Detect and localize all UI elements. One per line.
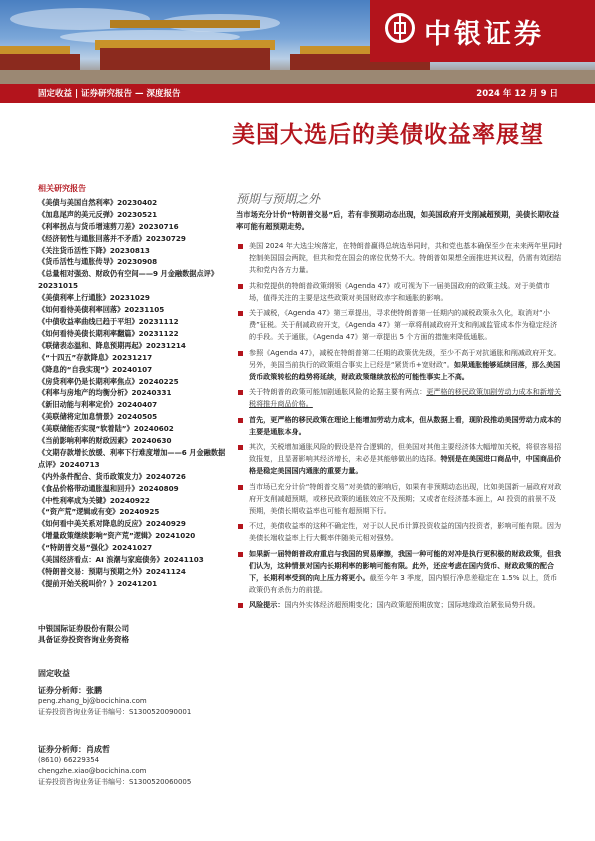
key-point <box>236 307 563 343</box>
key-point-text: 关于特朗普的政策可能加剧通胀风险的论据主要有两点： <box>249 387 427 396</box>
key-point-text: 美国 2024 年大选尘埃落定，在特朗普赢得总统选举同时，共和党也基本确保至少在未来两年里同时控制美国国会两院，但共和党在国会的席位优势不大。特朗普如果想全面推进其议程，仍需有效团结共和党内各方力量。 <box>249 241 563 274</box>
key-point <box>236 347 563 383</box>
related-report-item[interactable]: 《利率与房地产的均衡分析》20240331 <box>38 388 172 398</box>
company-qualification: 具备证券投资咨询业务资格 <box>38 635 130 644</box>
related-report-item[interactable]: 《“资产荒”逻辑或有变》20240925 <box>38 507 160 517</box>
key-point <box>236 280 563 304</box>
report-subtitle: 预期与预期之外 <box>236 192 321 206</box>
analyst-block <box>38 685 191 718</box>
company-name: 中银国际证券股份有限公司 <box>38 624 130 633</box>
related-report-item[interactable]: 《降息的“自我实现”》20240107 <box>38 364 153 374</box>
related-report-item[interactable]: 《房贷利率仍是长期利率焦点》20240225 <box>38 376 179 386</box>
related-report-item[interactable]: 《总量相对强劲、财政仍有空间——9 月金融数据点评》20231015 <box>38 269 219 291</box>
report-summary: 当市场充分计价“特朗普交易”后，若有非预期动态出现，如美国政府开支削减超预期，美债长期收益率可能有超预期走势。 <box>236 210 560 231</box>
key-point-text: 当市场已充分计价“特朗普交易”对美债的影响后，如果有非预期动态出现，比如美国新一届政府对政府开支削减超预期，或移民政策的通胀效应不及预期；又或者在经济基本面上，AI 投资的前景不及预期，美债长期收益率也可能有超预期下行。 <box>249 481 562 515</box>
related-report-item[interactable]: 《联储表态温和、降息预期再起》20231214 <box>38 340 186 350</box>
related-report-item[interactable]: 《“特朗普交易”强化》20241027 <box>38 543 153 553</box>
key-point <box>236 414 563 438</box>
report-category: 固定收益 | 证券研究报告 — 深度报告 <box>38 89 181 99</box>
related-reports-heading: 相关研究报告 <box>38 184 86 193</box>
related-report-item[interactable]: 《食品价格带动通胀温和回升》20240809 <box>38 483 179 493</box>
related-report-item[interactable]: 《美债利率上行通胀》20231029 <box>38 293 150 303</box>
key-point-text: 不过，美债收益率的这种不确定性，对于以人民币计算投资收益的国内投资者，影响可能有限。因为美债长端收益率上行大概率伴随美元相对强势。 <box>249 521 562 542</box>
related-report-item[interactable]: 《关注货币活性下降》20230813 <box>38 245 150 255</box>
related-report-item[interactable]: 《中债收益率曲线已趋于平坦》20231112 <box>38 316 179 326</box>
key-point <box>236 441 563 477</box>
related-report-item[interactable]: 《提前开始关税叫价？》20241201 <box>38 578 158 588</box>
related-report-item[interactable]: 《文期存款增长放缓、利率下行难度增加——6 月金融数据点评》20240713 <box>38 447 226 469</box>
related-report-item[interactable]: 《美债与美国自然利率》20230402 <box>38 197 158 207</box>
key-point-text: 国内外实体经济超预期变化；国内政策超预期放宽；国际地缘政治紧张局势升级。 <box>284 600 540 609</box>
related-report-item[interactable]: 《加息尾声的美元反弹》20230521 <box>38 209 158 219</box>
analyst-name: 证券分析师：张鹏 <box>38 686 102 695</box>
analyst-cert: 证券投资咨询业务证书编号：S1300520060005 <box>38 778 192 786</box>
analyst-block <box>38 744 191 788</box>
key-point <box>236 240 563 276</box>
analyst-email[interactable]: chengzhe.xiao@bocichina.com <box>38 767 147 775</box>
related-report-item[interactable]: 《如何看待美债利率回落》20231105 <box>38 305 165 315</box>
key-point <box>236 548 563 596</box>
related-report-item[interactable]: 《如何看中美关系对降息的反应》20240929 <box>38 519 186 529</box>
key-point-bold: 如果新一届特朗普政府重启与我国的贸易摩擦，我国一种可能的对冲是执行更积极的财政政策，但我们认为，这种情景对国内长期利率的影响可能有限。此外，还应考虑在国内货币、财政政策的配合下，长期利率受到的向上压力将更小。 <box>249 548 562 582</box>
boc-logo-icon <box>385 13 415 43</box>
related-report-item[interactable]: 《特朗普交易：预期与预期之外》20241124 <box>38 567 186 576</box>
related-report-item[interactable]: 《经济韧性与通胀回落并不矛盾》20230729 <box>38 233 186 243</box>
key-point <box>236 386 563 410</box>
company-info <box>38 623 129 645</box>
analyst-phone: (8610) 66229354 <box>38 756 100 764</box>
related-report-item[interactable]: 《如何看待美债长期利率翻篇》20231122 <box>38 328 179 338</box>
related-report-item[interactable]: 《“十四五”存款降息》20231217 <box>38 352 153 362</box>
key-point-bold: 首先，更严格的移民政策在理论上能增加劳动力成本，但从数据上看，现阶段推动美国劳动力成本的主要是通胀本身。 <box>249 414 562 436</box>
key-point <box>236 520 563 544</box>
related-report-item[interactable]: 《中性利率成为关键》20240922 <box>38 495 150 505</box>
key-point-text: 参照《Agenda 47》，减税在特朗普第二任期的政策优先级，至少不高于对抗通胀和削减政府开支。另外，美国当前执行的政策组合事实上已经是“紧货币+宽财政”。 <box>249 347 561 369</box>
key-point-text: 共和党提供的特朗普政策纲领《Agenda 47》或可视为下一届美国政府的政策主线。对于美债市场，值得关注的主要是这些政策对美国财政赤字和通胀的影响。 <box>249 280 550 302</box>
related-reports-sidebar <box>38 183 228 590</box>
analyst-email[interactable]: peng.zhang_bj@bocichina.com <box>38 697 147 705</box>
related-report-item[interactable]: 《货币活性与通胀传导》20230908 <box>38 257 158 267</box>
related-report-item[interactable]: 《利率拐点与货币增速剪刀差》20230716 <box>38 221 179 231</box>
key-point-text: 关于减税，《Agenda 47》第三章提出，寻求使特朗普第一任期内的减税政策永久化，取消对“小费”征税。关于削减政府开支，《Agenda 47》第一章将削减政府开支和削减监管成本作为稳定经济的手段。关于通胀，《Agenda 47》第一章提出 5 个方面的措施来降低通胀。 <box>249 308 558 341</box>
key-point-bold: 如果通胀能够延续回落，那么美国货币政策转松的趋势将延续，财政政策继续放松的可能性事实上不高。 <box>249 359 561 381</box>
related-report-item[interactable]: 《美国经济看点：AI 浪潮与家庭债务》20241103 <box>38 555 204 565</box>
sector-label: 固定收益 <box>38 669 70 678</box>
key-point-text: 截至今年 3 季度，国内银行净息差稳定在 1.5% 以上，货币政策仍有杀伤力的前提。 <box>249 572 558 594</box>
analyst-cert: 证券投资咨询业务证书编号：S1300520090001 <box>38 708 192 716</box>
report-title: 美国大选后的美债收益率展望 <box>232 121 544 148</box>
key-point-text: 其次，关税增加通胀风险的假设是符合逻辑的，但美国对其他主要经济体大幅增加关税，将很容易招致报复，且显著影响其经济增长，未必是其能够做出的选择。 <box>249 442 562 463</box>
key-point <box>236 481 563 517</box>
related-report-item[interactable]: 《美联储能否实现“软着陆”》20240602 <box>38 424 174 434</box>
key-point-underline: 更严格的移民政策加剧劳动力成本和新增关税将推升商品价格。 <box>249 387 562 408</box>
related-report-item[interactable]: 《当前影响利率的财政因素》20240630 <box>38 436 172 446</box>
key-points-list <box>236 240 563 615</box>
key-point-bold: 风险提示： <box>249 600 285 609</box>
related-report-item[interactable]: 《新旧动能与利率定价》20240407 <box>38 400 158 410</box>
related-reports-list <box>38 197 228 590</box>
related-report-item[interactable]: 《增量政策继续影响“资产荒”逻辑》20241020 <box>38 531 196 541</box>
key-point-bold: 特别是在美国进口商品中，中国商品价格是稳定美国国内通胀的重要力量。 <box>249 454 562 475</box>
analyst-name: 证券分析师：肖成哲 <box>38 745 110 754</box>
related-report-item[interactable]: 《美联储将定加息情景》20240505 <box>38 412 158 422</box>
related-report-item[interactable]: 《内外条件配合、货币政策发力》20240726 <box>38 471 186 481</box>
report-date: 2024 年 12 月 9 日 <box>476 89 558 99</box>
key-point <box>236 599 563 611</box>
brand-logo-text: 中银证券 <box>424 19 544 50</box>
